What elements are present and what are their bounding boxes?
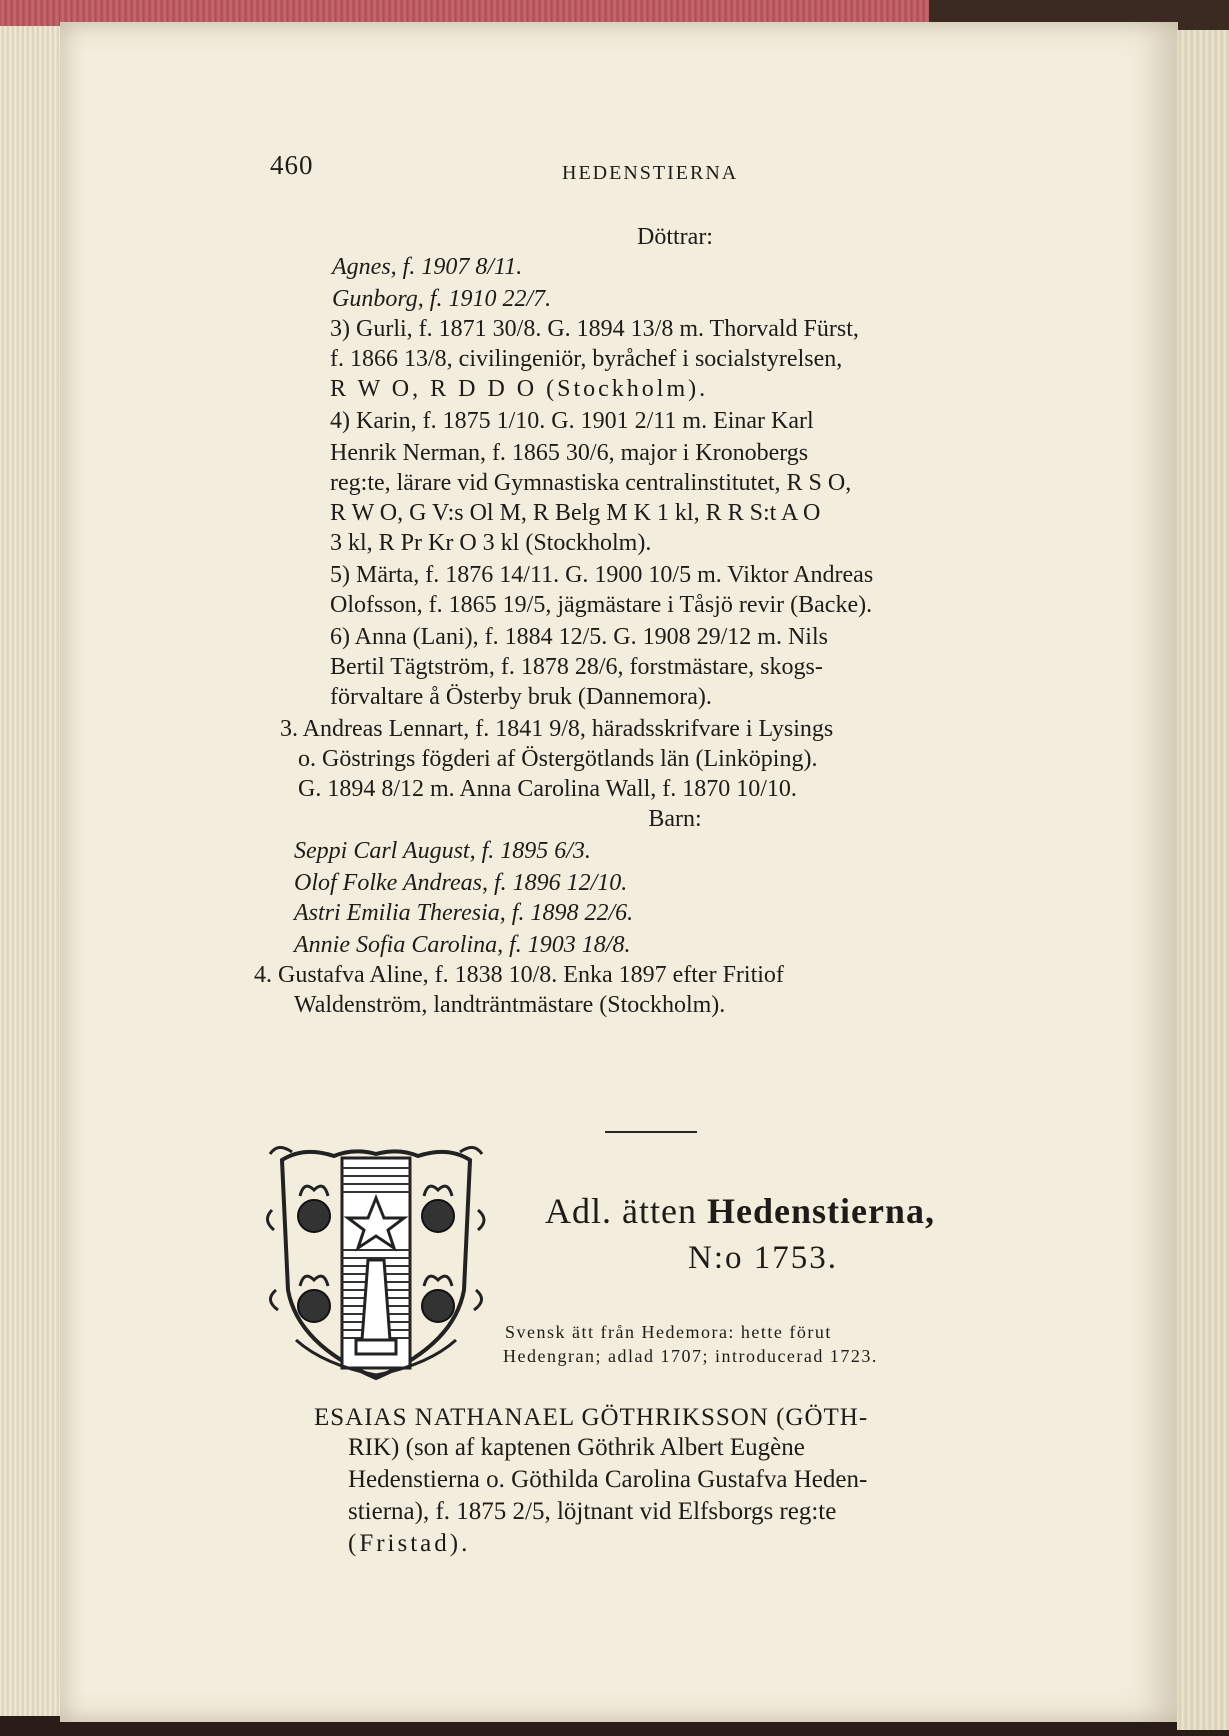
text-line: (Fristad).: [348, 1530, 471, 1557]
origin-note-line1: Svensk ätt från Hedemora: hette förut: [505, 1322, 832, 1342]
text-line: reg:te, lärare vid Gymnastiska centralinstitutet, R S O,: [330, 470, 852, 496]
text-line: R W O, R D D O (Stockholm).: [330, 376, 709, 402]
running-head: [270, 150, 1060, 190]
page-edges-right: [1177, 30, 1229, 1730]
text-line: Gunborg, f. 1910 22/7.: [332, 286, 552, 312]
text-line: ESAIAS NATHANAEL GÖTHRIKSSON (GÖTH-: [314, 1404, 869, 1431]
origin-note-line2: Hedengran; adlad 1707; introducerad 1723.: [503, 1346, 878, 1366]
text-line: RIK) (son af kaptenen Göthrik Albert Eugène: [348, 1434, 805, 1461]
heading-prefix: Adl. ätten: [545, 1191, 707, 1231]
text-line: G. 1894 8/12 m. Anna Carolina Wall, f. 1870 10/10.: [298, 776, 797, 802]
text-line: R W O, G V:s Ol M, R Belg M K 1 kl, R R S:t A O: [330, 500, 821, 526]
text-line: Waldenström, landträntmästare (Stockholm).: [294, 992, 726, 1018]
family-name: Hedenstierna,: [706, 1191, 935, 1231]
coat-of-arms-icon: [264, 1140, 488, 1382]
text-line: Astri Emilia Theresia, f. 1898 22/6.: [294, 900, 634, 926]
text-line: Agnes, f. 1907 8/11.: [332, 254, 523, 280]
text-line: Hedenstierna o. Göthilda Carolina Gustafva Heden-: [348, 1466, 868, 1493]
section-divider: [605, 1131, 697, 1133]
family-number: N:o 1753.: [688, 1240, 838, 1276]
text-line: 4) Karin, f. 1875 1/10. G. 1901 2/11 m. Einar Karl: [330, 408, 814, 434]
text-line: Seppi Carl August, f. 1895 6/3.: [294, 838, 591, 864]
text-line: 4. Gustafva Aline, f. 1838 10/8. Enka 1897 efter Fritiof: [254, 962, 784, 988]
text-line: förvaltare å Österby bruk (Dannemora).: [330, 684, 712, 710]
text-line: Bertil Tägtström, f. 1878 28/6, forstmästare, skogs-: [330, 654, 823, 680]
text-line: 6) Anna (Lani), f. 1884 12/5. G. 1908 29/12 m. Nils: [330, 624, 828, 650]
text-line: Olofsson, f. 1865 19/5, jägmästare i Tåsjö revir (Backe).: [330, 592, 873, 618]
text-line: 3 kl, R Pr Kr O 3 kl (Stockholm).: [330, 530, 652, 556]
section-heading-dottrar: Döttrar:: [637, 224, 713, 250]
text-line: o. Göstrings fögderi af Östergötlands län (Linköping).: [298, 746, 818, 772]
section-heading-barn: Barn:: [648, 806, 702, 832]
text-line: Henrik Nerman, f. 1865 30/6, major i Kronobergs: [330, 440, 809, 466]
text-line: 3) Gurli, f. 1871 30/8. G. 1894 13/8 m. Thorvald Fürst,: [330, 316, 859, 342]
text-line: Annie Sofia Carolina, f. 1903 18/8.: [294, 932, 631, 958]
running-title: HEDENSTIERNA: [562, 162, 739, 184]
text-line: stierna), f. 1875 2/5, löjtnant vid Elfsborgs reg:te: [348, 1498, 837, 1525]
page-number: 460: [270, 150, 314, 180]
family-heading: [545, 1190, 935, 1232]
text-line: 3. Andreas Lennart, f. 1841 9/8, häradsskrifvare i Lysings: [280, 716, 834, 742]
text-line: f. 1866 13/8, civilingeniör, byråchef i socialstyrelsen,: [330, 346, 843, 372]
text-line: 5) Märta, f. 1876 14/11. G. 1900 10/5 m. Viktor Andreas: [330, 562, 874, 588]
text-line: Olof Folke Andreas, f. 1896 12/10.: [294, 870, 628, 896]
